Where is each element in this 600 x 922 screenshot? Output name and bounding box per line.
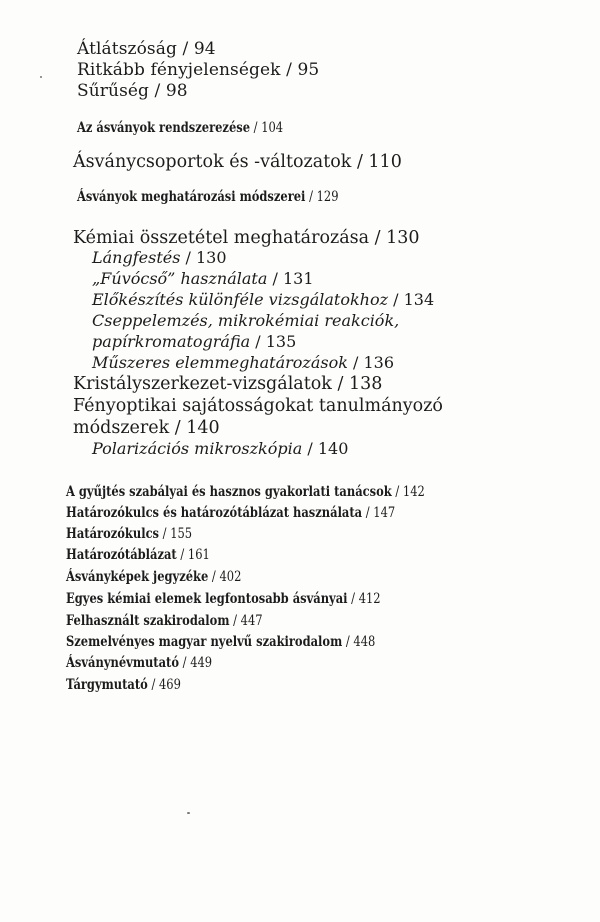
toc-entry-title: Ritkább fényjelenségek xyxy=(77,60,281,80)
toc-subentry xyxy=(92,271,314,287)
toc-page-number: 110 xyxy=(368,152,402,172)
toc-entry-title: Cseppelemzés, mikrokémiai reakciók, xyxy=(92,311,400,330)
toc-heading xyxy=(66,614,263,628)
toc-separator: / xyxy=(342,634,354,650)
toc-entry-title: Kristályszerkezet-vizsgálatok xyxy=(73,374,332,394)
toc-separator: / xyxy=(250,332,266,351)
toc-entry xyxy=(73,420,220,438)
toc-page-number: 161 xyxy=(187,547,210,563)
toc-entry-title: A gyűjtés szabályai és hasznos gyakorlati tanácsok xyxy=(66,484,392,500)
toc-page-number: 449 xyxy=(190,655,213,671)
toc-separator: / xyxy=(347,591,359,607)
toc-heading xyxy=(66,527,192,541)
toc-separator: / xyxy=(159,526,171,542)
toc-page-number: 448 xyxy=(353,634,376,650)
toc-separator: / xyxy=(362,505,374,521)
toc-heading xyxy=(66,635,375,649)
toc-page-number: 130 xyxy=(386,228,420,248)
toc-page-number: 134 xyxy=(403,290,435,309)
toc-heading xyxy=(66,678,181,692)
toc-separator: / xyxy=(169,418,187,438)
toc-entry-title: Az ásványok rendszerezése xyxy=(77,120,251,136)
toc-page-number: 98 xyxy=(165,81,188,101)
toc-separator: / xyxy=(391,484,403,500)
toc-entry-title: Lángfestés xyxy=(92,248,181,267)
toc-page-number: 104 xyxy=(261,120,284,136)
toc-heading xyxy=(66,548,210,562)
toc-entry-title: Ásványképek jegyzéke xyxy=(66,569,209,585)
toc-separator: / xyxy=(302,439,318,458)
toc-entry-title: Határozókulcs és határozótáblázat használata xyxy=(66,505,363,521)
toc-separator: / xyxy=(176,39,194,59)
toc-entry-title: Egyes kémiai elemek legfontosabb ásványai xyxy=(66,591,348,607)
toc-page-number: 402 xyxy=(219,569,242,585)
toc-page-number: 136 xyxy=(363,353,395,372)
toc-entry-title: Határozókulcs xyxy=(66,526,160,542)
toc-entry-title: „Fúvócső” használata xyxy=(92,269,268,288)
paper-speck xyxy=(187,812,190,814)
toc-separator: / xyxy=(267,269,283,288)
toc-page-number: 412 xyxy=(358,591,381,607)
toc-entry-title: Ásványnévmutató xyxy=(66,655,180,671)
toc-page-number: 142 xyxy=(402,484,425,500)
toc-page-number: 138 xyxy=(348,374,383,394)
toc-page-number: 129 xyxy=(316,189,339,205)
toc-separator: / xyxy=(351,152,369,172)
toc-page-number: 135 xyxy=(265,332,297,351)
toc-separator: / xyxy=(176,547,188,563)
toc-page-number: 140 xyxy=(317,439,349,458)
toc-separator: / xyxy=(250,120,262,136)
toc-entry-title: Ásványcsoportok és -változatok xyxy=(73,152,352,172)
toc-heading xyxy=(66,570,241,584)
toc-subentry xyxy=(92,313,399,329)
toc-page-number: 155 xyxy=(170,526,193,542)
toc-entry-title: Átlátszóság xyxy=(77,39,177,59)
toc-entry xyxy=(73,398,443,416)
toc-page-number: 147 xyxy=(373,505,396,521)
toc-entry xyxy=(73,230,420,248)
toc-subentry xyxy=(92,441,348,457)
toc-separator: / xyxy=(369,228,387,248)
toc-heading xyxy=(66,485,425,499)
toc-page-number: 131 xyxy=(282,269,314,288)
toc-separator: / xyxy=(229,613,241,629)
toc-entry-title: Tárgymutató xyxy=(66,677,148,693)
toc-page-number: 447 xyxy=(240,613,263,629)
toc-separator: / xyxy=(179,655,191,671)
toc-separator: / xyxy=(147,677,160,693)
toc-entry xyxy=(73,376,382,394)
toc-separator: / xyxy=(347,353,364,372)
toc-entry-title: Sűrűség xyxy=(77,81,150,101)
toc-entry xyxy=(77,41,216,58)
toc-heading xyxy=(77,190,339,204)
toc-heading xyxy=(66,592,381,606)
toc-separator: / xyxy=(280,60,298,80)
toc-entry-title: Szemelvényes magyar nyelvű szakirodalom xyxy=(66,634,343,650)
toc-entry xyxy=(77,62,319,79)
toc-entry-title: módszerek xyxy=(73,418,170,438)
toc-separator: / xyxy=(149,81,166,101)
toc-separator: / xyxy=(180,248,196,267)
toc-entry-title: Fényoptikai sajátosságokat tanulmányozó xyxy=(73,396,443,416)
toc-page-number: 140 xyxy=(186,418,220,438)
toc-heading xyxy=(66,656,212,670)
toc-entry-title: Kémiai összetétel meghatározása xyxy=(73,228,370,248)
toc-heading xyxy=(77,121,283,135)
toc-page-number: 94 xyxy=(193,39,216,59)
toc-subentry xyxy=(92,355,394,371)
toc-entry-title: Felhasznált szakirodalom xyxy=(66,613,230,629)
toc-entry-title: Polarizációs mikroszkópia xyxy=(92,439,303,458)
toc-separator: / xyxy=(305,189,317,205)
toc-heading xyxy=(66,506,395,520)
toc-entry-title: Előkészítés különféle vizsgálatokhoz xyxy=(92,290,389,309)
toc-entry-title: papírkromatográfia xyxy=(92,332,251,351)
toc-page-number: 130 xyxy=(195,248,227,267)
toc-entry xyxy=(77,83,188,100)
toc-entry-title: Ásványok meghatározási módszerei xyxy=(77,189,306,205)
toc-entry-title: Határozótáblázat xyxy=(66,547,177,563)
toc-subentry xyxy=(92,250,227,266)
toc-entry-title: Műszeres elemmeghatározások xyxy=(92,353,348,372)
toc-page-number: 95 xyxy=(297,60,320,80)
toc-page-number: 469 xyxy=(159,677,181,693)
toc-separator: / xyxy=(208,569,220,585)
toc-subentry xyxy=(92,292,434,308)
toc-separator: / xyxy=(331,374,349,394)
toc-subentry xyxy=(92,334,296,350)
toc-heading xyxy=(73,154,402,172)
toc-separator: / xyxy=(388,290,404,309)
paper-speck xyxy=(40,76,42,78)
